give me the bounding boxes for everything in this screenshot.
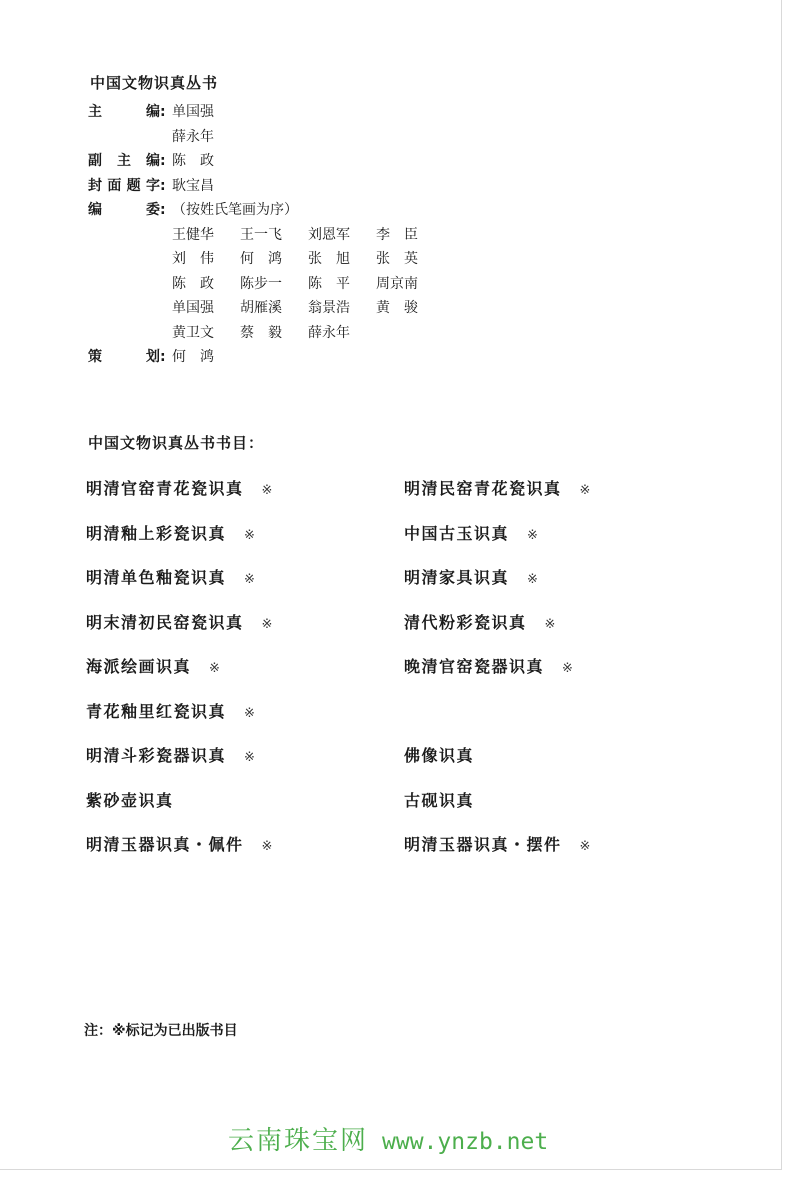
published-mark: ※	[579, 483, 592, 498]
credit-label: 主编	[88, 104, 160, 120]
book-title: 紫砂壶识真	[86, 790, 174, 810]
book-item	[86, 743, 404, 788]
credit-planner	[88, 345, 438, 370]
credit-separator: :	[160, 349, 166, 365]
book-item	[86, 832, 404, 877]
committee-member: 张 英	[376, 251, 418, 267]
book-row	[86, 476, 646, 521]
book-list	[86, 476, 646, 877]
committee-member: 黄 骏	[376, 300, 418, 316]
book-item	[86, 565, 404, 610]
book-item	[404, 743, 644, 788]
committee-member: 胡雁溪	[240, 300, 282, 316]
book-row	[86, 654, 646, 699]
committee-member: 李 臣	[376, 226, 418, 243]
book-item	[404, 699, 644, 744]
watermark-site-name: 云南珠宝网	[228, 1126, 369, 1156]
published-mark: ※	[527, 572, 540, 587]
book-title: 海派绘画识真	[86, 657, 192, 676]
committee-row	[172, 247, 438, 272]
committee-member: 何 鸿	[240, 251, 282, 267]
credit-value: 薛永年	[172, 128, 214, 145]
book-row	[86, 565, 646, 610]
credit-deputy-editor	[88, 149, 438, 174]
page-edge-right	[781, 0, 782, 1170]
book-title: 明清民窑青花瓷识真	[404, 479, 562, 498]
published-mark: ※	[244, 705, 257, 721]
published-mark: ※	[579, 839, 592, 854]
series-title: 中国文物识真丛书	[90, 74, 219, 92]
published-mark: ※	[261, 483, 274, 498]
book-title: 青花釉里红瓷识真	[86, 701, 227, 721]
credit-separator: :	[160, 177, 166, 194]
published-mark: ※	[244, 572, 257, 587]
credit-separator: :	[160, 202, 166, 218]
book-title: 明清官窑青花瓷识真	[86, 479, 244, 498]
published-mark: ※	[209, 661, 222, 676]
published-mark: ※	[244, 750, 257, 765]
credit-value: 陈 政	[172, 153, 214, 169]
published-mark: ※	[261, 616, 274, 632]
committee-member: 薛永年	[308, 324, 350, 341]
committee-member: 陈 平	[308, 275, 350, 292]
committee-member: 黄卫文	[172, 324, 214, 341]
committee-member	[376, 321, 438, 346]
book-row	[86, 832, 646, 877]
site-watermark	[228, 1120, 548, 1157]
book-list-title: 中国文物识真丛书书目：	[88, 434, 265, 452]
book-row	[86, 743, 646, 788]
committee-member: 张 旭	[308, 251, 350, 267]
committee-member: 陈步一	[240, 275, 282, 292]
book-title: 明清单色釉瓷识真	[86, 568, 227, 587]
book-title: 明末清初民窑瓷识真	[86, 612, 244, 632]
credit-label: 编委	[88, 202, 160, 218]
published-mark: ※	[562, 661, 575, 676]
book-item	[404, 565, 644, 610]
book-title: 古砚识真	[404, 790, 475, 810]
book-title: 晚清官窑瓷器识真	[404, 657, 545, 676]
book-item	[86, 699, 404, 744]
committee-row	[172, 296, 438, 321]
published-note: 注：※标记为已出版书目	[84, 1023, 238, 1039]
published-mark: ※	[527, 527, 540, 543]
book-row	[86, 521, 646, 566]
book-item	[404, 788, 644, 833]
book-item	[404, 832, 644, 877]
book-title: 佛像识真	[404, 746, 475, 765]
committee-member: 周京南	[376, 275, 418, 292]
credit-label: 封面题字	[88, 177, 160, 194]
credit-separator: :	[160, 153, 166, 169]
committee-note: （按姓氏笔画为序）	[172, 202, 298, 218]
committee-member: 单国强	[172, 300, 214, 316]
book-row	[86, 788, 646, 833]
book-title: 明清釉上彩瓷识真	[86, 523, 227, 543]
book-item	[86, 476, 404, 521]
committee-row	[172, 272, 438, 297]
book-title: 明清玉器识真・佩件	[86, 835, 244, 854]
published-mark: ※	[544, 616, 557, 632]
credit-label: 副主编	[88, 153, 160, 169]
book-title: 清代粉彩瓷识真	[404, 612, 527, 632]
committee-member: 蔡 毅	[240, 324, 282, 341]
credit-cover-calligraphy	[88, 174, 438, 199]
book-item	[86, 654, 404, 699]
credit-chief-editor	[88, 100, 438, 125]
page-edge-bottom	[0, 1169, 782, 1170]
credit-value: 耿宝昌	[172, 177, 214, 194]
book-title: 明清家具识真	[404, 568, 510, 587]
committee-member: 王一飞	[240, 226, 282, 243]
credit-committee	[88, 198, 438, 223]
committee-member: 刘 伟	[172, 251, 214, 267]
credit-value: 何 鸿	[172, 349, 214, 365]
book-title: 明清斗彩瓷器识真	[86, 746, 227, 765]
book-title: 明清玉器识真・摆件	[404, 835, 562, 854]
published-mark: ※	[261, 839, 274, 854]
book-item	[86, 610, 404, 655]
book-item	[86, 521, 404, 566]
committee-member: 翁景浩	[308, 300, 350, 316]
book-row	[86, 610, 646, 655]
book-item	[86, 788, 404, 833]
committee-member: 刘恩军	[308, 226, 350, 243]
watermark-url: www.ynzb.net	[382, 1129, 549, 1155]
credits-block	[88, 100, 438, 370]
book-title: 中国古玉识真	[404, 523, 510, 543]
credit-chief-editor-2	[88, 125, 438, 150]
book-item	[404, 654, 644, 699]
book-row	[86, 699, 646, 744]
committee-members	[88, 223, 438, 346]
credit-value: 单国强	[172, 104, 214, 120]
committee-row	[172, 321, 438, 346]
book-item	[404, 521, 644, 566]
book-item	[404, 476, 644, 521]
credit-label: 策划	[88, 349, 160, 365]
published-mark: ※	[244, 527, 257, 543]
book-item	[404, 610, 644, 655]
credit-separator: :	[160, 104, 166, 120]
committee-row	[172, 223, 438, 248]
committee-member: 陈 政	[172, 275, 214, 292]
committee-member: 王健华	[172, 226, 214, 243]
